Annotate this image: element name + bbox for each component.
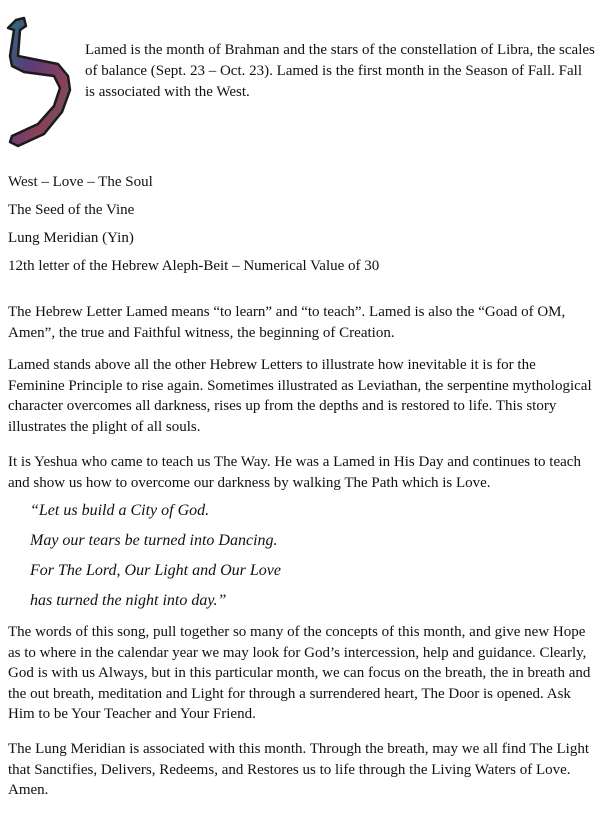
quote-line: For The Lord, Our Light and Our Love xyxy=(30,562,281,579)
list-item: Lung Meridian (Yin) xyxy=(8,230,134,246)
hebrew-letter-lamed-icon xyxy=(4,16,74,148)
list-item: 12th letter of the Hebrew Aleph-Beit – Numerical Value of 30 xyxy=(8,258,380,274)
list-item: The Seed of the Vine xyxy=(8,202,135,218)
quote-line: “Let us build a City of God. xyxy=(30,502,210,519)
facts-list xyxy=(8,171,379,283)
yeshua-paragraph: It is Yeshua who came to teach us The Way. He was a Lamed in His Day and continues to teach and show us how to overcome our darkness by walking The Path which is Love. xyxy=(8,454,581,491)
song-quote xyxy=(30,500,281,620)
song-paragraph: The words of this song, pull together so many of the concepts of this month, and give new Hope as to where in the calendar year we may look for God’s intercession, help and guidance. Clearly, God is with us Always, but in this particular month, we can focus on the breath, the in breath and the out breath, meditation and Light for through a surrendered heart, The Door is opened. Ask Him to be Your Teacher and Your Friend. xyxy=(8,624,591,722)
meaning-paragraph: The Hebrew Letter Lamed means “to learn” and “to teach”. Lamed is also the “Goad of OM, Amen”, the true and Faithful witness, the beginning of Creation. xyxy=(8,304,566,341)
lung-paragraph: The Lung Meridian is associated with this month. Through the breath, may we all find The Light that Sanctifies, Delivers, Redeems, and Restores us to life through the Living Waters of Love. Amen. xyxy=(8,741,589,798)
list-item: West – Love – The Soul xyxy=(8,174,153,190)
quote-line: May our tears be turned into Dancing. xyxy=(30,532,278,549)
feminine-paragraph: Lamed stands above all the other Hebrew Letters to illustrate how inevitable it is for the Feminine Principle to rise again. Sometimes illustrated as Leviathan, the serpentine mythological character overcomes all darkness, rises up from the depths and is restored to life. This story illustrates the plight of all souls. xyxy=(8,357,592,435)
intro-paragraph: Lamed is the month of Brahman and the stars of the constellation of Libra, the scales of balance (Sept. 23 – Oct. 23). Lamed is the first month in the Season of Fall. Fall is associated with the West. xyxy=(85,42,595,100)
quote-line: has turned the night into day.” xyxy=(30,592,227,609)
